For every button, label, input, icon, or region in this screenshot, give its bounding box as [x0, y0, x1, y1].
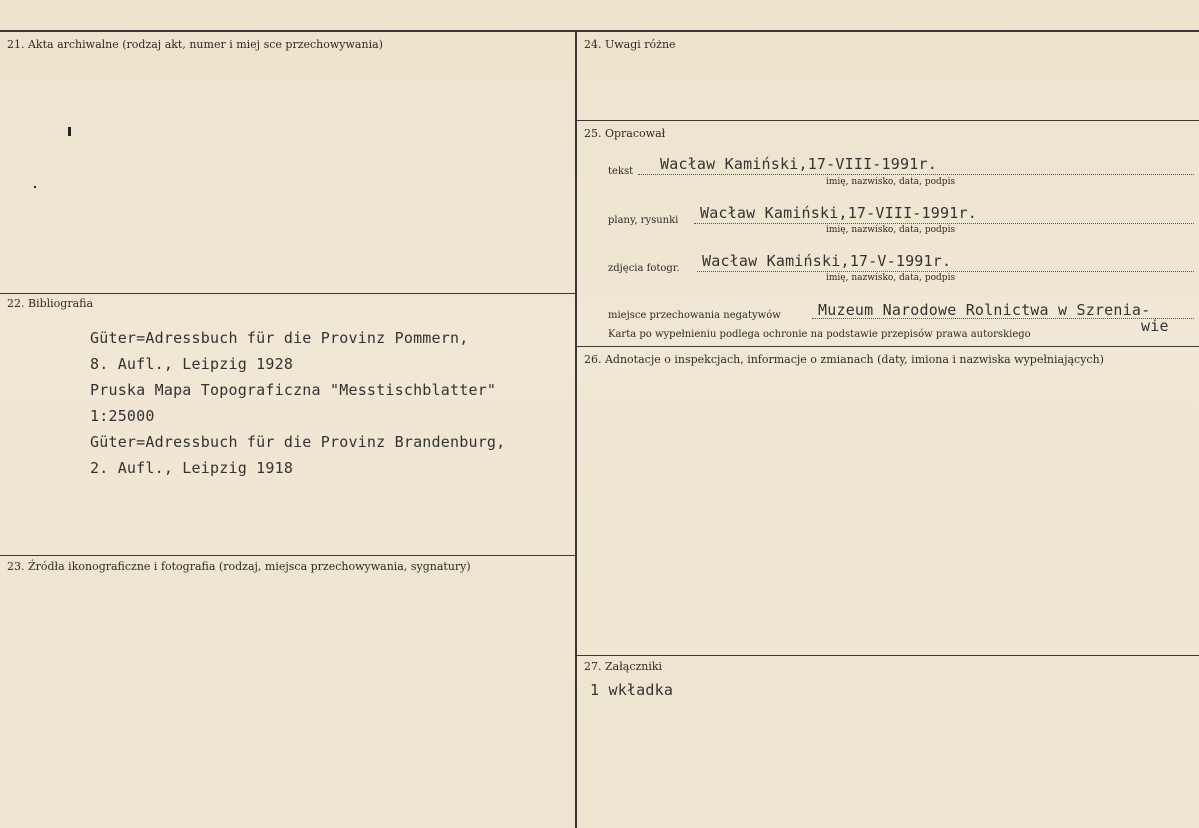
- divider-26-27: [576, 655, 1199, 656]
- ink-mark: [68, 127, 71, 136]
- bibliography-line: 2. Aufl., Leipzig 1918: [90, 459, 294, 477]
- field-plany-value: Wacław Kamiński,17-VIII-1991r.: [700, 204, 977, 222]
- section-24-label: 24. Uwagi różne: [584, 38, 676, 51]
- field-zdjecia-line: [697, 271, 1194, 272]
- section-22-label: 22. Bibliografia: [7, 297, 94, 310]
- bibliography-line: Güter=Adressbuch für die Provinz Pommern,: [90, 329, 469, 347]
- field-tekst-label: tekst: [608, 166, 634, 177]
- divider-24-25: [576, 120, 1199, 121]
- field-tekst-line: [638, 174, 1194, 175]
- ink-dot: [34, 186, 36, 188]
- divider-21-22: [0, 293, 576, 294]
- negatives-value-cont: wie: [1141, 317, 1169, 335]
- bibliography-line: Pruska Mapa Topograficzna "Messtischblatter": [90, 381, 497, 399]
- top-border: [0, 30, 1199, 32]
- field-zdjecia-caption: imię, nazwisko, data, podpis: [826, 273, 956, 283]
- section-26-label: 26. Adnotacje o inspekcjach, informacje o zmianach (daty, imiona i nazwiska wypełniających): [584, 353, 1104, 366]
- section-27-label: 27. Załączniki: [584, 660, 663, 673]
- section-25-label: 25. Opracował: [584, 127, 666, 140]
- field-plany-label: plany, rysunki: [608, 215, 679, 226]
- bibliography-list: [90, 329, 505, 485]
- divider-22-23: [0, 555, 576, 556]
- attachments-value: 1 wkładka: [590, 681, 674, 699]
- field-zdjecia-value: Wacław Kamiński,17-V-1991r.: [702, 252, 952, 270]
- field-zdjecia-label: zdjęcia fotogr.: [608, 263, 680, 274]
- divider-25-26: [576, 346, 1199, 347]
- field-plany-caption: imię, nazwisko, data, podpis: [826, 225, 956, 235]
- section-23-label: 23. Źródła ikonograficzne i fotografia (rodzaj, miejsca przechowywania, sygnatury): [7, 560, 471, 573]
- field-tekst-caption: imię, nazwisko, data, podpis: [826, 177, 956, 187]
- field-plany-line: [694, 223, 1194, 224]
- column-divider: [575, 30, 577, 828]
- copyright-note: Karta po wypełnieniu podlega ochronie na podstawie przepisów prawa autorskiego: [608, 329, 1031, 340]
- field-tekst-value: Wacław Kamiński,17-VIII-1991r.: [660, 155, 937, 173]
- negatives-value: Muzeum Narodowe Rolnictwa w Szrenia-: [818, 301, 1151, 319]
- bibliography-line: Güter=Adressbuch für die Provinz Brandenburg,: [90, 433, 506, 451]
- negatives-label: miejsce przechowania negatywów: [608, 310, 781, 321]
- section-21-label: 21. Akta archiwalne (rodzaj akt, numer i miej sce przechowywania): [7, 38, 383, 51]
- bibliography-line: 1:25000: [90, 407, 155, 425]
- bibliography-line: 8. Aufl., Leipzig 1928: [90, 355, 294, 373]
